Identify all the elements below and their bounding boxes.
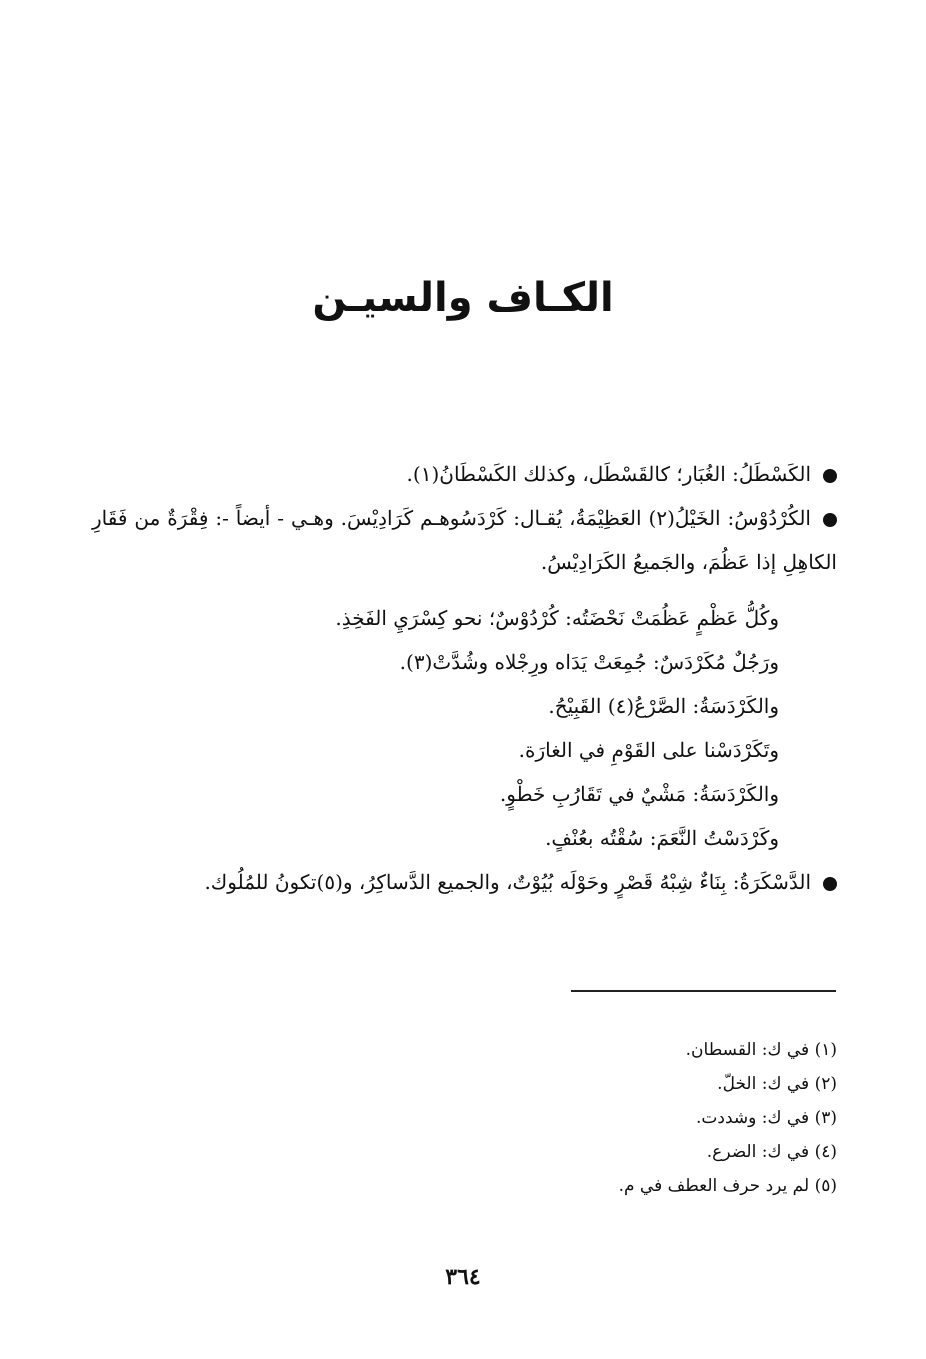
sub-line: والكَرْدَسَةُ: الصَّرْعُ(٤) القَبِيْحُ. (548, 694, 779, 718)
entry-kurdus (92, 496, 837, 584)
footnotes (300, 1033, 837, 1203)
footnote-3: (٣) في ك: وشددت. (695, 1108, 837, 1128)
bullet-icon (823, 513, 837, 527)
entry-kurdus-text: الكُرْدُوْسُ: الخَيْلُ(٢) العَظِيْمَةُ، يُقـال: كَرْدَسُوهـم كَرَادِيْسَ. وهـي - أيضاً -: فِقْرَةٌ من فَقَارِ الكاهِلِ إذا عَظُمَ، والجَميعُ الكَرَادِيْسُ. (92, 506, 837, 574)
entry-kastal-text: الكَسْطَلُ: الغُبَار؛ كالقَسْطَل، وكذلك الكَسْطَانُ(١). (406, 462, 811, 486)
footnote-divider (571, 990, 836, 992)
sub-line: وكَرْدَسْتُ النَّعَمَ: سُقْتُه بعُنْفٍ. (545, 826, 779, 850)
entry-kastal (92, 452, 837, 496)
dictionary-body (92, 452, 837, 904)
bullet-icon (823, 877, 837, 891)
sub-line: وكُلُّ عَظْمٍ عَظُمَتْ نَحْضَتُه: كُرْدُوْسٌ؛ نحو كِسْرَيِ الفَخِذِ. (335, 606, 779, 630)
footnote-5: (٥) لم يرد حرف العطف في م. (618, 1176, 837, 1196)
entry-daskara-text: الدَّسْكَرَةُ: بِنَاءٌ شِبْهُ قَصْرٍ وحَوْلَه بُيُوْتٌ، والجميع الدَّساكِرُ، و(٥)تكونُ للمُلُوك. (204, 870, 811, 894)
footnote-1: (١) في ك: القسطان. (685, 1040, 837, 1060)
entry-daskara (92, 860, 837, 904)
sub-line: والكَرْدَسَةُ: مَشْيٌ في تَقَارُبِ خَطْوٍ. (499, 782, 779, 806)
footnote-4: (٤) في ك: الضرع. (706, 1142, 837, 1162)
sub-line: ورَجُلٌ مُكَرْدَسٌ: جُمِعَتْ يَدَاه ورِجْلاه وشُدَّتْ(٣). (399, 650, 779, 674)
footnote-2: (٢) في ك: الخلّ. (717, 1074, 837, 1094)
bullet-icon (823, 469, 837, 483)
sub-line: وتَكَرْدَسْنا على القَوْمِ في الغارَة. (518, 738, 779, 762)
kurdus-derivatives (92, 596, 837, 860)
section-title: الكـاف والسيـن (312, 275, 614, 321)
page-number: ٣٦٤ (445, 1264, 481, 1290)
